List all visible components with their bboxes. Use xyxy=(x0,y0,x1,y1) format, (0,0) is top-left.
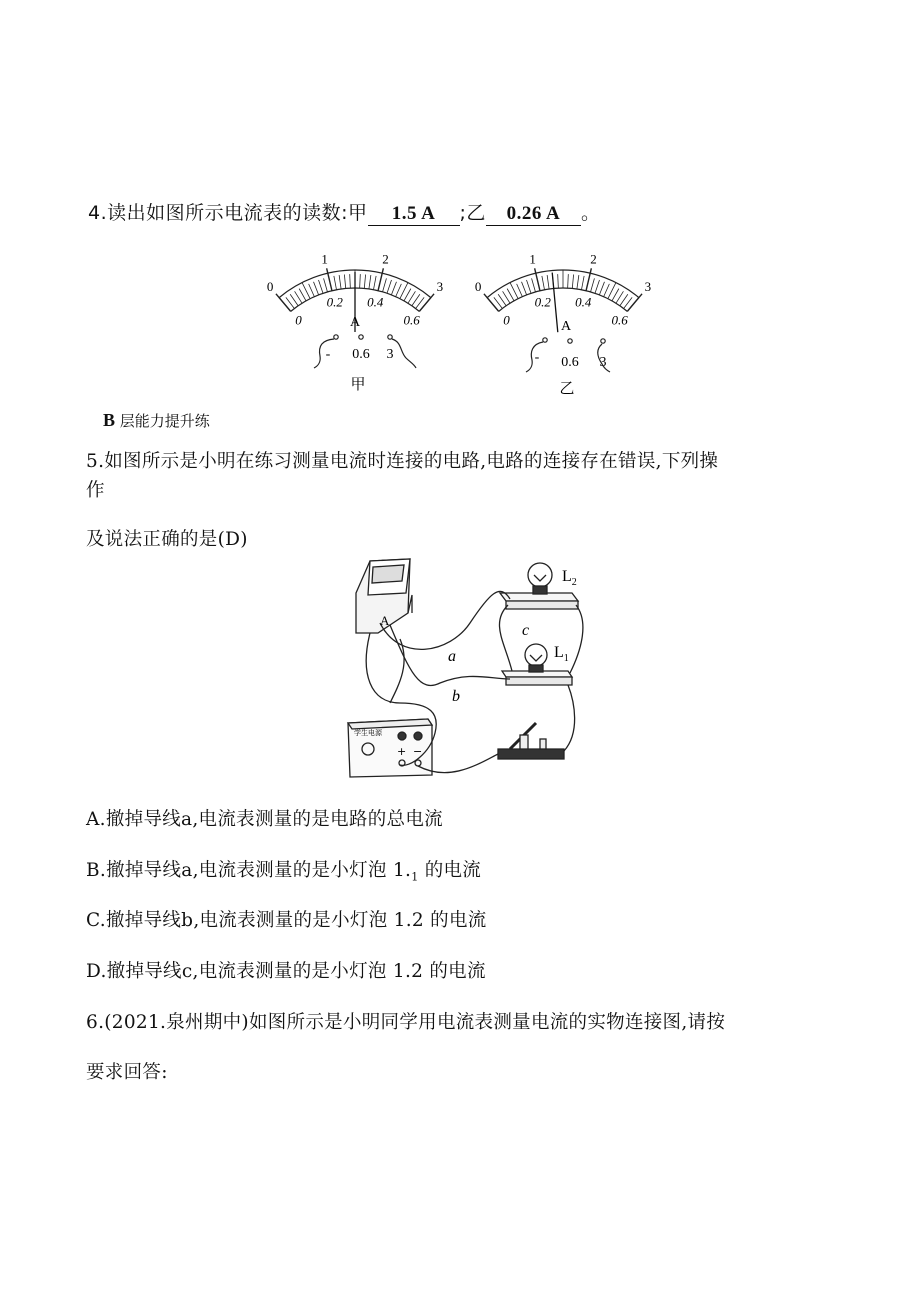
option-d: D.撤掉导线c,电流表测量的是小灯泡 1.2 的电流 xyxy=(86,961,486,982)
q5-line-2: 作 xyxy=(86,480,105,501)
option-a: A.撤掉导线a,电流表测量的是电路的总电流 xyxy=(86,809,443,830)
meter-label-jia: 甲 xyxy=(350,375,366,393)
tick-label-top: 3 xyxy=(436,278,444,294)
tick-label-bottom: 0.6 xyxy=(403,312,420,328)
scale-tick xyxy=(319,280,323,293)
ammeter-symbol: A xyxy=(380,613,390,628)
tick-label-top: 1 xyxy=(529,251,536,267)
scale-tick xyxy=(616,291,623,303)
q6-line-1: 6.(2021.泉州期中)如图所示是小明同学用电流表测量电流的实物连接图,请按 xyxy=(86,1012,726,1033)
q5-line-1: 5.如图所示是小明在练习测量电流时连接的电路,电路的连接存在错误,下列操 xyxy=(86,451,719,472)
tick-label-top: 1 xyxy=(321,251,328,267)
scale-tick xyxy=(542,276,545,290)
circuit-diagram xyxy=(340,553,600,788)
wire-a-label: a xyxy=(448,648,456,665)
ammeter-figures xyxy=(250,240,670,398)
scale-tick xyxy=(503,291,510,303)
scale-tick xyxy=(558,274,559,288)
section-b-heading xyxy=(103,410,210,431)
tick-label-top: 2 xyxy=(590,251,597,267)
scale-inner-arc xyxy=(499,288,628,311)
tick-label-top: 2 xyxy=(382,251,389,267)
scale-tick xyxy=(324,278,328,291)
scale-tick xyxy=(568,274,569,288)
scale-tick xyxy=(532,278,536,291)
scale-tick xyxy=(612,289,619,301)
scale-tick xyxy=(517,284,523,297)
terminal-minus-jia: - xyxy=(325,347,331,362)
tick-label-bottom: 0.4 xyxy=(367,294,384,310)
option-b-text: B.撤掉导线a,电流表测量的是小灯泡 1. xyxy=(86,860,412,881)
q6-line-2: 要求回答: xyxy=(86,1062,168,1083)
q4-separator: ;乙 xyxy=(459,202,486,224)
scale-tick xyxy=(408,291,415,303)
option-b xyxy=(86,856,481,884)
option-b-tail: 的电流 xyxy=(418,860,482,881)
scale-tick xyxy=(299,289,306,301)
scale-tick xyxy=(396,284,402,297)
wire-c-label: c xyxy=(522,622,530,639)
answer-blank-jia: 1.5 A xyxy=(368,203,460,226)
q4-suffix: 。 xyxy=(580,202,601,224)
wire-b-label: b xyxy=(452,688,460,705)
answer-blank-yi: 0.26 A xyxy=(486,203,581,226)
tick-label-bottom: 0.2 xyxy=(326,294,343,310)
scale-tick xyxy=(383,278,387,291)
terminal-3-yi: 3 xyxy=(599,355,607,370)
scale-tick xyxy=(314,282,319,295)
supply-plus: + xyxy=(397,745,407,758)
supply-minus: − xyxy=(413,745,423,758)
scale-tick xyxy=(369,275,371,289)
tick-label-bottom: 0.4 xyxy=(575,294,592,310)
scale-tick xyxy=(344,274,345,288)
scale-tick xyxy=(404,289,411,301)
bulb-L2-label: $L_2$ xyxy=(562,568,577,588)
terminal-minus-yi: - xyxy=(534,350,540,365)
scale-tick xyxy=(507,289,514,301)
scale-tick xyxy=(419,294,434,312)
scale-tick xyxy=(387,280,391,293)
scale-tick xyxy=(591,278,595,291)
q4-prefix: 4.读出如图所示电流表的读数:甲 xyxy=(88,202,368,224)
scale-tick xyxy=(547,275,549,289)
scale-tick xyxy=(599,282,604,295)
scale-tick xyxy=(364,274,365,288)
tick-label-top: 0 xyxy=(474,278,482,294)
scale-tick xyxy=(276,294,291,312)
scale-tick xyxy=(295,291,302,303)
meter-label-yi: 乙 xyxy=(559,379,575,397)
scale-tick xyxy=(374,276,377,290)
option-c: C.撤掉导线b,电流表测量的是小灯泡 1.2 的电流 xyxy=(86,910,487,931)
unit-label-yi: A xyxy=(560,319,572,334)
scale-tick xyxy=(527,280,531,293)
unit-label-jia: A xyxy=(349,315,361,330)
scale-tick xyxy=(350,274,351,288)
scale-tick xyxy=(334,276,337,290)
q5-line-3: 及说法正确的是(D) xyxy=(86,529,248,550)
option-b-subscript: 1 xyxy=(411,870,419,884)
scale-tick xyxy=(572,274,573,288)
scale-tick xyxy=(360,274,361,288)
section-letter: B xyxy=(103,410,116,430)
scale-tick xyxy=(522,282,527,295)
tick-label-top: 0 xyxy=(266,278,274,294)
terminal-3-jia: 3 xyxy=(386,347,394,362)
scale-tick xyxy=(484,294,499,312)
question-4 xyxy=(88,198,600,226)
tick-label-top: 3 xyxy=(644,278,652,294)
scale-tick xyxy=(582,276,585,290)
tick-label-bottom: 0 xyxy=(295,312,302,328)
tick-label-bottom: 0 xyxy=(503,312,510,328)
pointer-needle xyxy=(552,273,558,333)
scale-tick xyxy=(309,284,315,297)
tick-label-bottom: 0.2 xyxy=(534,294,551,310)
scale-tick xyxy=(577,275,579,289)
terminal-06-jia: 0.6 xyxy=(352,347,370,362)
scale-tick xyxy=(391,282,396,295)
scale-tick xyxy=(595,280,599,293)
scale-tick xyxy=(339,275,341,289)
bulb-L1-label: $L_1$ xyxy=(554,644,569,664)
scale-tick xyxy=(604,284,610,297)
power-supply-label: 学生电源 xyxy=(354,729,382,737)
tick-label-bottom: 0.6 xyxy=(611,312,628,328)
section-title: 层能力提升练 xyxy=(119,412,210,430)
scale-tick xyxy=(627,294,642,312)
terminal-06-yi: 0.6 xyxy=(561,355,579,370)
